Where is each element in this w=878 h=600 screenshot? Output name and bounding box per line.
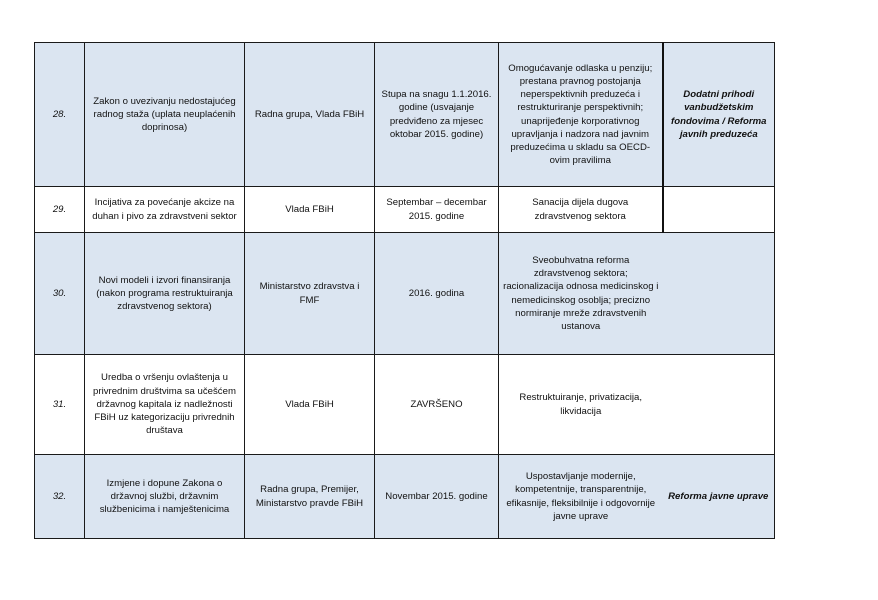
expected-goal: Sveobuhvatna reforma zdravstvenog sektora; racionalizacija odnosa medicinskog i nemedicinskog osoblja; precizno normiranje mreže zdravstvenih ustanova xyxy=(499,233,663,355)
reform-area xyxy=(663,233,775,355)
table-row xyxy=(35,187,775,233)
responsible-party: Radna grupa, Vlada FBiH xyxy=(245,43,375,187)
measure-description: Izmjene i dopune Zakona o državnoj službi, državnim službenicima i namještenicima xyxy=(85,455,245,539)
table-row xyxy=(35,43,775,187)
responsible-party: Vlada FBiH xyxy=(245,187,375,233)
deadline: Stupa na snagu 1.1.2016. godine (usvajanje predviđeno za mjesec oktobar 2015. godine) xyxy=(375,43,499,187)
reform-area: Dodatni prihodi vanbudžetskim fondovima / Reforma javnih preduzeća xyxy=(663,43,775,187)
responsible-party: Ministarstvo zdravstva i FMF xyxy=(245,233,375,355)
table-row xyxy=(35,355,775,455)
row-number: 30. xyxy=(35,233,85,355)
measure-description: Incijativa za povećanje akcize na duhan i pivo za zdravstveni sektor xyxy=(85,187,245,233)
deadline: ZAVRŠENO xyxy=(375,355,499,455)
row-number: 29. xyxy=(35,187,85,233)
measure-description: Uredba o vršenju ovlaštenja u privrednim društvima sa učešćem državnog kapitala iz nadležnosti FBiH uz kategorizaciju privrednih društava xyxy=(85,355,245,455)
responsible-party: Vlada FBiH xyxy=(245,355,375,455)
reform-area xyxy=(663,355,775,455)
deadline: Novembar 2015. godine xyxy=(375,455,499,539)
expected-goal: Uspostavljanje modernije, kompetentnije, transparentnije, efikasnije, fleksibilnije i odgovornije javne uprave xyxy=(499,455,663,539)
row-number: 28. xyxy=(35,43,85,187)
table-row xyxy=(35,233,775,355)
deadline: 2016. godina xyxy=(375,233,499,355)
expected-goal: Sanacija dijela dugova zdravstvenog sektora xyxy=(499,187,663,233)
measure-description: Zakon o uvezivanju nedostajućeg radnog staža (uplata neuplaćenih doprinosa) xyxy=(85,43,245,187)
expected-goal: Restruktuiranje, privatizacija, likvidacija xyxy=(499,355,663,455)
deadline: Septembar – decembar 2015. godine xyxy=(375,187,499,233)
responsible-party: Radna grupa, Premijer, Ministarstvo pravde FBiH xyxy=(245,455,375,539)
measure-description: Novi modeli i izvori finansiranja (nakon programa restruktuiranja zdravstvenog sektora) xyxy=(85,233,245,355)
expected-goal: Omogućavanje odlaska u penziju; prestana pravnog postojanja neperspektivnih preduzeća i restrukturiranje perspektivnih; unaprijeđenje korporativnog upravljanja i nadzora nad javnim preduzećima u skladu sa OECD-ovim pravilima xyxy=(499,43,663,187)
reform-area: Reforma javne uprave xyxy=(663,455,775,539)
table-row xyxy=(35,455,775,539)
measures-table xyxy=(34,42,775,539)
reform-area xyxy=(663,187,775,233)
row-number: 32. xyxy=(35,455,85,539)
row-number: 31. xyxy=(35,355,85,455)
